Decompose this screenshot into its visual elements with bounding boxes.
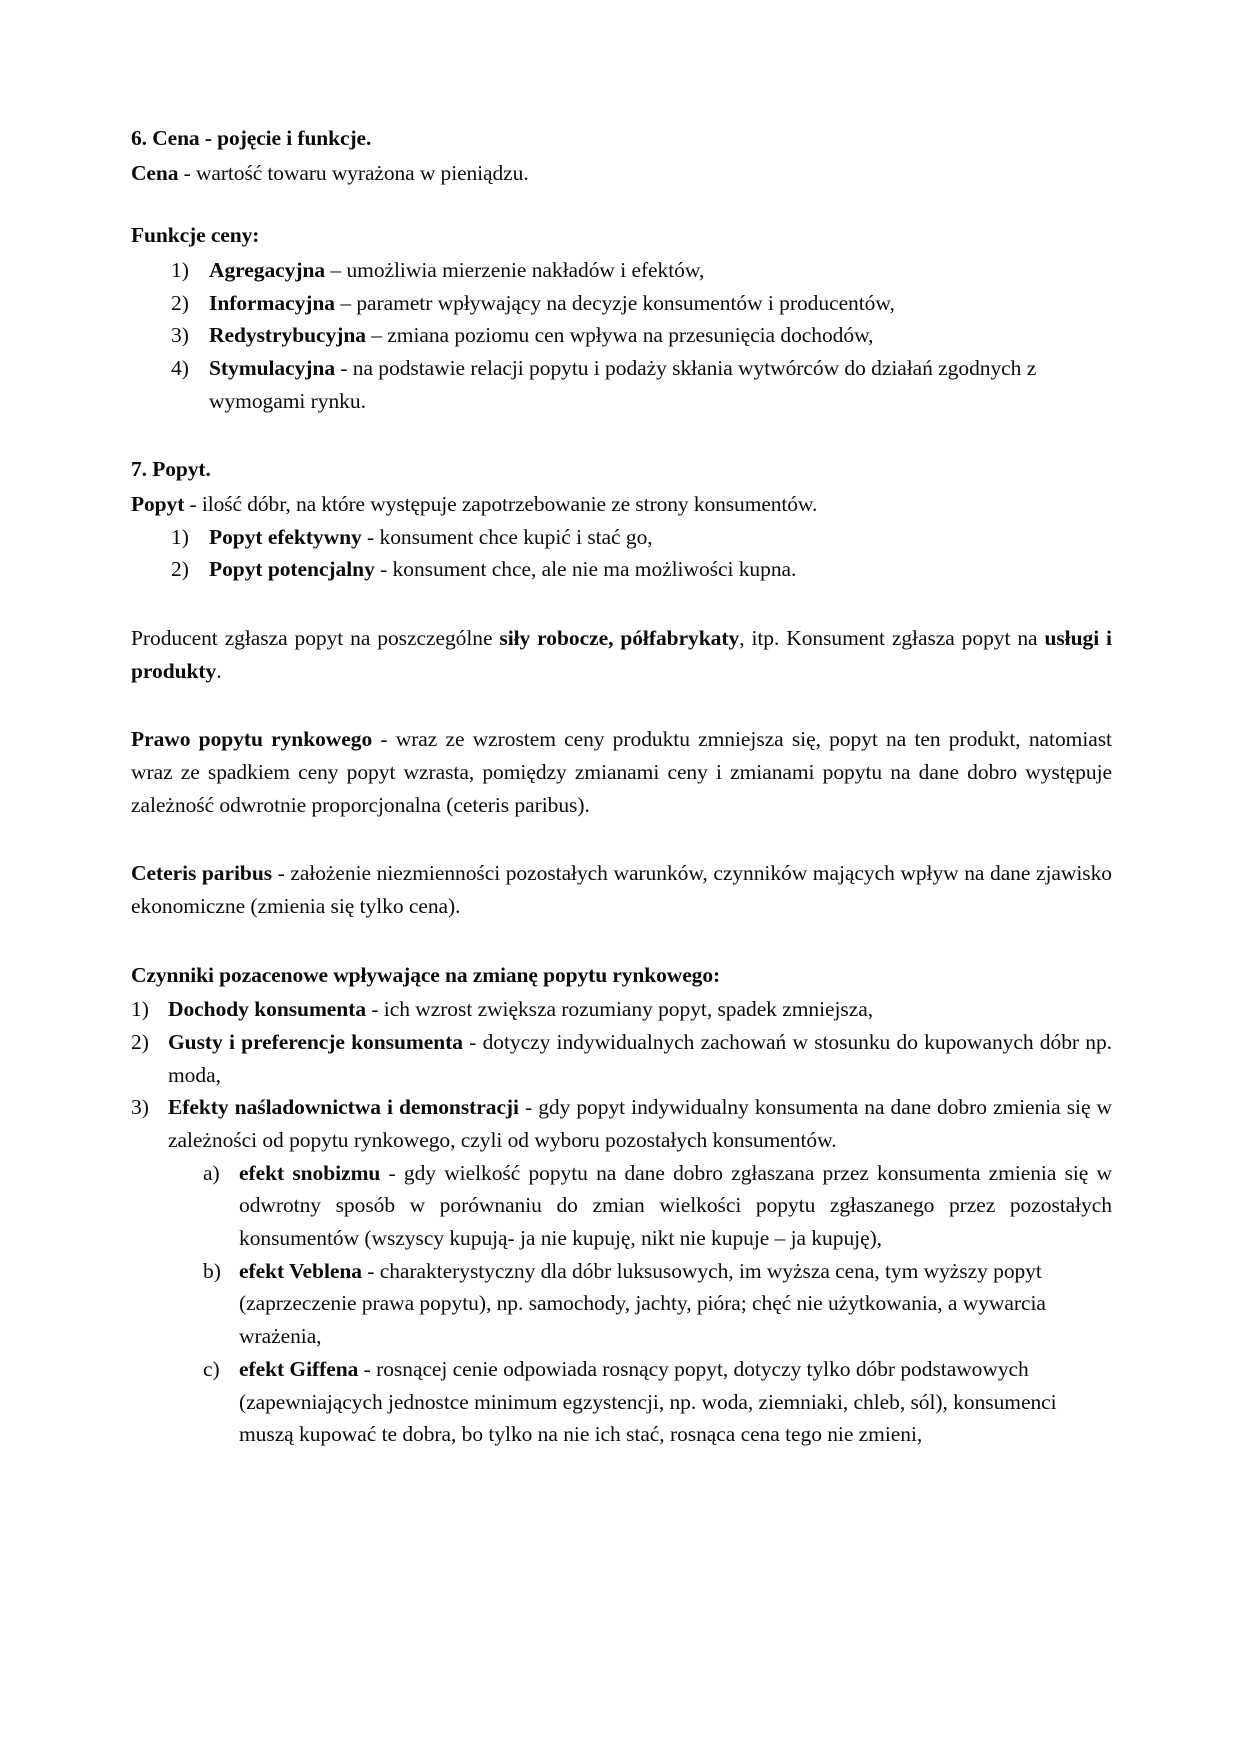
list-marker: 2) [131, 1030, 149, 1055]
list-item [131, 319, 1112, 352]
list-marker: 4) [171, 356, 189, 381]
list-marker: 3) [131, 1095, 149, 1120]
ceteris-paribus-rest: - założenie niezmienności pozostałych warunków, czynników mających wpływ na dane zjawisko ekonomiczne (zmienia się tylko cena). [131, 861, 1112, 919]
popyt-definition [131, 488, 1112, 521]
producent-bold2: usługi i produkty [131, 626, 1112, 683]
list-item-text [209, 287, 1112, 320]
cena-definition-term: Cena [131, 160, 179, 185]
cena-definition-rest: - wartość towaru wyrażona w pieniądzu. [178, 160, 529, 185]
list-item [131, 352, 1112, 417]
list-item-term: Gusty i preferencje konsumenta [168, 1030, 463, 1055]
list-item [131, 553, 1112, 586]
popyt-definition-term: Popyt [131, 492, 185, 517]
list-item [131, 1026, 1112, 1091]
list-item-text [168, 993, 1112, 1026]
section-heading-cena: 6. Cena - pojęcie i funkcje. [131, 126, 372, 150]
list-item-text [209, 254, 1112, 287]
efekty-sublist [131, 1157, 1112, 1451]
list-item-text [209, 553, 1112, 586]
list-item-text [209, 521, 1112, 554]
list-marker: 2) [171, 557, 189, 582]
list-marker: b) [203, 1258, 221, 1283]
list-item-text [168, 1026, 1112, 1091]
list-item-text [168, 1091, 1112, 1156]
list-item-rest: – umożliwia mierzenie nakładów i efektów, [325, 258, 705, 283]
document-body [131, 122, 1112, 1451]
subheading-czynniki-pozacenowe: Czynniki pozacenowe wpływające na zmianę popytu rynkowego: [131, 962, 721, 987]
spacer [131, 417, 1112, 453]
producent-part2: , itp. Konsument zgłasza popyt na [739, 626, 1045, 651]
spacer [131, 687, 1112, 723]
list-marker: 1) [171, 258, 189, 283]
list-item-term: efekt Giffena [239, 1356, 359, 1381]
list-item [131, 521, 1112, 554]
list-marker: a) [203, 1160, 220, 1185]
list-item-term: Popyt potencjalny [209, 557, 375, 582]
list-item-term: efekt Veblena [239, 1258, 362, 1283]
list-item-rest: - ich wzrost zwiększa rozumiany popyt, spadek zmniejsza, [366, 997, 874, 1022]
list-marker: 1) [131, 997, 149, 1022]
czynniki-list [131, 993, 1112, 1156]
cena-definition [131, 157, 1112, 190]
list-item-text [209, 319, 1112, 352]
list-item-term: efekt snobizmu [239, 1160, 381, 1185]
list-item-term: Efekty naśladownictwa i demonstracji [168, 1095, 519, 1120]
list-marker: 3) [171, 323, 189, 348]
list-item [131, 287, 1112, 320]
spacer [131, 821, 1112, 857]
paragraph-prawo-popytu [131, 723, 1112, 821]
list-item-text [239, 1157, 1112, 1255]
subheading-funkcje-ceny: Funkcje ceny: [131, 223, 260, 248]
funkcje-ceny-list [131, 254, 1112, 417]
section-heading-popyt: 7. Popyt. [131, 457, 211, 482]
list-item-term: Dochody konsumenta [168, 997, 367, 1022]
list-item-rest: - na podstawie relacji popytu i podaży skłania wytwórców do działań zgodnych z wymogami rynku. [209, 356, 1037, 413]
list-marker: c) [203, 1356, 220, 1381]
list-item-text [239, 1255, 1112, 1353]
list-item-rest: - gdy wielkość popytu na dane dobro zgłaszana przez konsumenta zmienia się w odwrotny sposób w porównaniu do zmian wielkości popytu zgłaszanego przez pozostałych konsumentów (wszyscy kupują- ja nie kupuję, nikt nie kupuje – ja kupuję), [239, 1160, 1112, 1251]
prawo-popytu-rest: - wraz ze wzrostem ceny produktu zmniejsza się, popyt na ten produkt, natomiast wraz ze spadkiem ceny popyt wzrasta, pomiędzy zmianami ceny i zmianami popytu na dane dobro występuje zależność odwrotnie proporcjonalna (ceteris paribus). [131, 727, 1112, 817]
paragraph-ceteris-paribus [131, 857, 1112, 922]
ceteris-paribus-term: Ceteris paribus [131, 861, 273, 886]
list-item-rest: - konsument chce, ale nie ma możliwości kupna. [374, 557, 797, 582]
list-item [131, 1353, 1112, 1451]
list-marker: 1) [171, 524, 189, 549]
list-item-rest: - gdy popyt indywidualny konsumenta na dane dobro zmienia się w zależności od popytu rynkowego, czyli od wyboru pozostałych konsumentów. [168, 1095, 1112, 1153]
list-item-rest: – zmiana poziomu cen wpływa na przesunięcia dochodów, [365, 323, 874, 348]
spacer [131, 189, 1112, 219]
prawo-popytu-term: Prawo popytu rynkowego [131, 727, 373, 752]
list-item [131, 1091, 1112, 1156]
list-item-rest: - rosnącej cenie odpowiada rosnący popyt, dotyczy tylko dóbr podstawowych (zapewniających jednostce minimum egzystencji, np. woda, ziemniaki, chleb, sól), konsumenci muszą kupować te dobra, bo tylko na nie ich stać, rosnąca cena tego nie zmieni, [239, 1356, 1057, 1447]
producent-part1: Producent zgłasza popyt na poszczególne [131, 626, 500, 651]
producent-part3: . [216, 658, 222, 683]
list-item-term: Popyt efektywny [209, 524, 362, 549]
list-item-rest: - dotyczy indywidualnych zachowań w stosunku do kupowanych dóbr np. moda, [168, 1030, 1112, 1087]
list-item [131, 254, 1112, 287]
list-item-text [239, 1353, 1112, 1451]
popyt-definition-rest: - ilość dóbr, na które występuje zapotrzebowanie ze strony konsumentów. [184, 492, 818, 517]
list-item [131, 1255, 1112, 1353]
list-item-rest: - charakterystyczny dla dóbr luksusowych, im wyższa cena, tym wyższy popyt (zaprzeczenie prawa popytu), np. samochody, jachty, pióra; chęć nie użytkowania, a wywarcia wrażenia, [239, 1258, 1046, 1349]
list-item-term: Stymulacyjna [209, 356, 336, 381]
spacer [131, 923, 1112, 959]
list-item-term: Informacyjna [209, 290, 335, 315]
producent-bold1: siły robocze, półfabrykaty [499, 626, 740, 651]
list-item-rest: – parametr wpływający na decyzje konsumentów i producentów, [335, 290, 895, 315]
list-item-text [209, 352, 1112, 417]
popyt-types-list [131, 521, 1112, 586]
list-item-term: Redystrybucyjna [209, 323, 366, 348]
list-marker: 2) [171, 290, 189, 315]
list-item [131, 1157, 1112, 1255]
list-item [131, 993, 1112, 1026]
list-item-rest: - konsument chce kupić i stać go, [361, 524, 653, 549]
spacer [131, 586, 1112, 622]
list-item-term: Agregacyjna [209, 258, 326, 283]
paragraph-producent [131, 622, 1112, 687]
